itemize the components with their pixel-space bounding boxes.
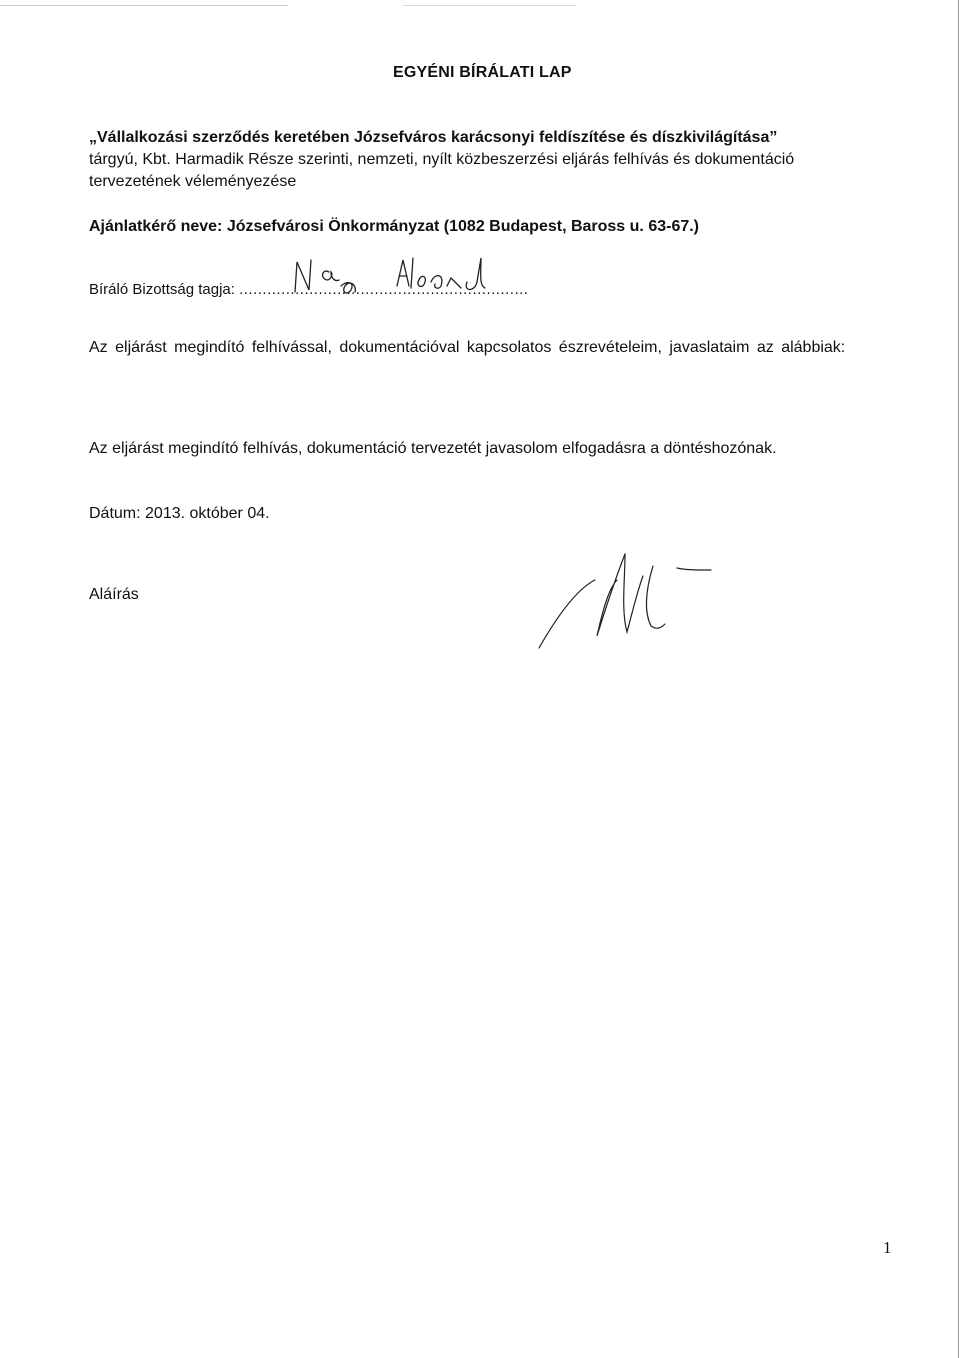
comments-label: Az eljárást megindító felhívással, dokumentációval kapcsolatos észrevételeim, javaslataim az alábbiak: xyxy=(89,339,846,356)
subject-block xyxy=(89,127,794,193)
recommendation-text: Az eljárást megindító felhívás, dokumentáció tervezetét javasolom elfogadásra a döntéshozónak. xyxy=(89,440,777,457)
subject-title: „Vállalkozási szerződés keretében Józsefváros karácsonyi feldíszítése és díszkivilágítása” xyxy=(89,129,778,146)
subject-line-3: tervezetének véleményezése xyxy=(89,173,297,190)
reviewer-dotted-line: .............................................................. xyxy=(239,281,529,298)
requester-name: Ajánlatkérő neve: Józsefvárosi Önkormányzat (1082 Budapest, Baross u. 63-67.) xyxy=(89,218,700,235)
scan-edge-top xyxy=(0,5,960,6)
page-number: 1 xyxy=(883,1238,892,1257)
document-title: EGYÉNI BÍRÁLATI LAP xyxy=(393,64,572,81)
scan-edge-right xyxy=(958,0,959,1358)
subject-line-2: tárgyú, Kbt. Harmadik Része szerinti, nemzeti, nyílt közbeszerzési eljárás felhívás és dokumentáció xyxy=(89,151,795,168)
signature-label: Aláírás xyxy=(89,586,139,603)
date-line: Dátum: 2013. október 04. xyxy=(89,505,270,522)
signature xyxy=(535,540,715,660)
reviewer-label: Bíráló Bizottság tagja: xyxy=(89,281,235,298)
reviewer-handwritten-name xyxy=(285,252,515,300)
